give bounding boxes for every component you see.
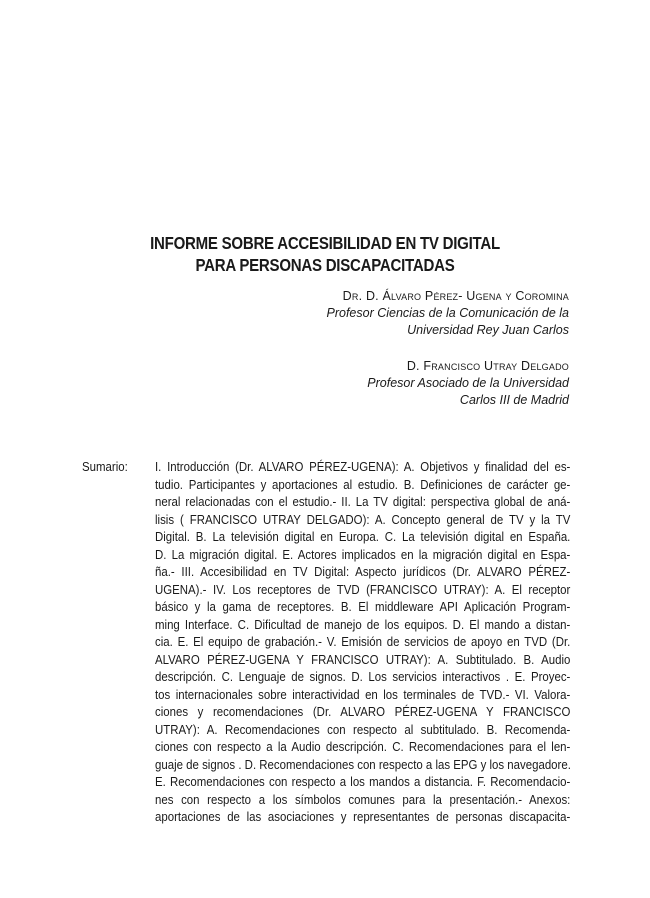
title-line-2: PARA PERSONAS DISCAPACITADAS	[195, 255, 455, 275]
summary-line: Digital. B. La televisión digital en Europa. C. La televisión digital en España.	[155, 529, 571, 544]
author-name: D. Francisco Utray Delgado	[406, 359, 569, 373]
summary-label: Sumario:	[82, 459, 128, 474]
summary-line: aportaciones de las asociaciones y representantes de personas discapacita-	[155, 809, 571, 824]
title-line-1: INFORME SOBRE ACCESIBILIDAD EN TV DIGITAL	[150, 233, 500, 253]
summary-line: D. La migración digital. E. Actores implicados en la migración digital en Espa-	[155, 546, 571, 562]
summary-line: I. Introducción (Dr. ALVARO PÉREZ-UGENA): A. Objetivos y finalidad del es-	[155, 459, 571, 474]
summary-line: ciones y recomendaciones (Dr. ALVARO PÉREZ-UGENA Y FRANCISCO	[155, 704, 571, 719]
summary-line: básico y la gama de receptores. B. El middleware API Aplicación Program-	[155, 599, 571, 614]
summary-line: ming Interface. C. Dificultad de manejo de los equipos. D. El mando a distan-	[155, 616, 571, 632]
summary-line: neral relacionadas con el estudio.- II. La TV digital: perspectiva global de aná-	[155, 494, 571, 509]
author-block-1	[327, 288, 570, 339]
summary-paragraph	[155, 458, 570, 826]
summary-line: nes con respecto a los símbolos comunes para la presentación.- Anexos:	[155, 791, 571, 807]
summary-line: tudio. Participantes y aportaciones al estudio. B. Definiciones de carácter ge-	[155, 476, 571, 492]
summary-line: ALVARO PÉREZ-UGENA Y FRANCISCO UTRAY): A. Subtitulado. B. Audio	[155, 651, 571, 667]
author-affiliation-line: Carlos III de Madrid	[459, 393, 569, 407]
author-block-2	[367, 358, 569, 409]
summary-line: descripción. C. Lenguaje de signos. D. Los servicios interactivos . E. Proyec-	[155, 669, 571, 684]
summary-line: guaje de signos . D. Recomendaciones con respecto a las EPG y los navegadore.	[155, 756, 571, 772]
summary-line: ña.- III. Accesibilidad en TV Digital: Aspecto jurídicos (Dr. ALVARO PÉREZ-	[155, 564, 571, 579]
summary-line: cia. E. El equipo de grabación.- V. Emisión de servicios de apoyo en TVD (Dr.	[155, 634, 571, 649]
summary-line: UGENA).- IV. Los receptores de TVD (FRANCISCO UTRAY): A. El receptor	[155, 581, 571, 597]
summary-line: lisis ( FRANCISCO UTRAY DELGADO): A. Concepto general de TV y la TV	[155, 511, 571, 527]
author-name: Dr. D. Álvaro Pérez- Ugena y Coromina	[342, 289, 569, 303]
summary-line: tos internacionales sobre interactividad en los terminales de TVD.- VI. Valora-	[155, 686, 571, 702]
author-affiliation-line: Universidad Rey Juan Carlos	[407, 323, 569, 337]
document-title	[97, 232, 553, 276]
summary-line: UTRAY): A. Recomendaciones con respecto al subtitulado. B. Recomenda-	[155, 721, 571, 737]
summary-line: E. Recomendaciones con respecto a los mandos a distancia. F. Recomendacio-	[155, 774, 571, 789]
author-affiliation-line: Profesor Ciencias de la Comunicación de la	[326, 306, 569, 320]
summary-line: ciones con respecto a la Audio descripción. C. Recomendaciones para el len-	[155, 739, 571, 754]
author-affiliation-line: Profesor Asociado de la Universidad	[367, 376, 569, 390]
